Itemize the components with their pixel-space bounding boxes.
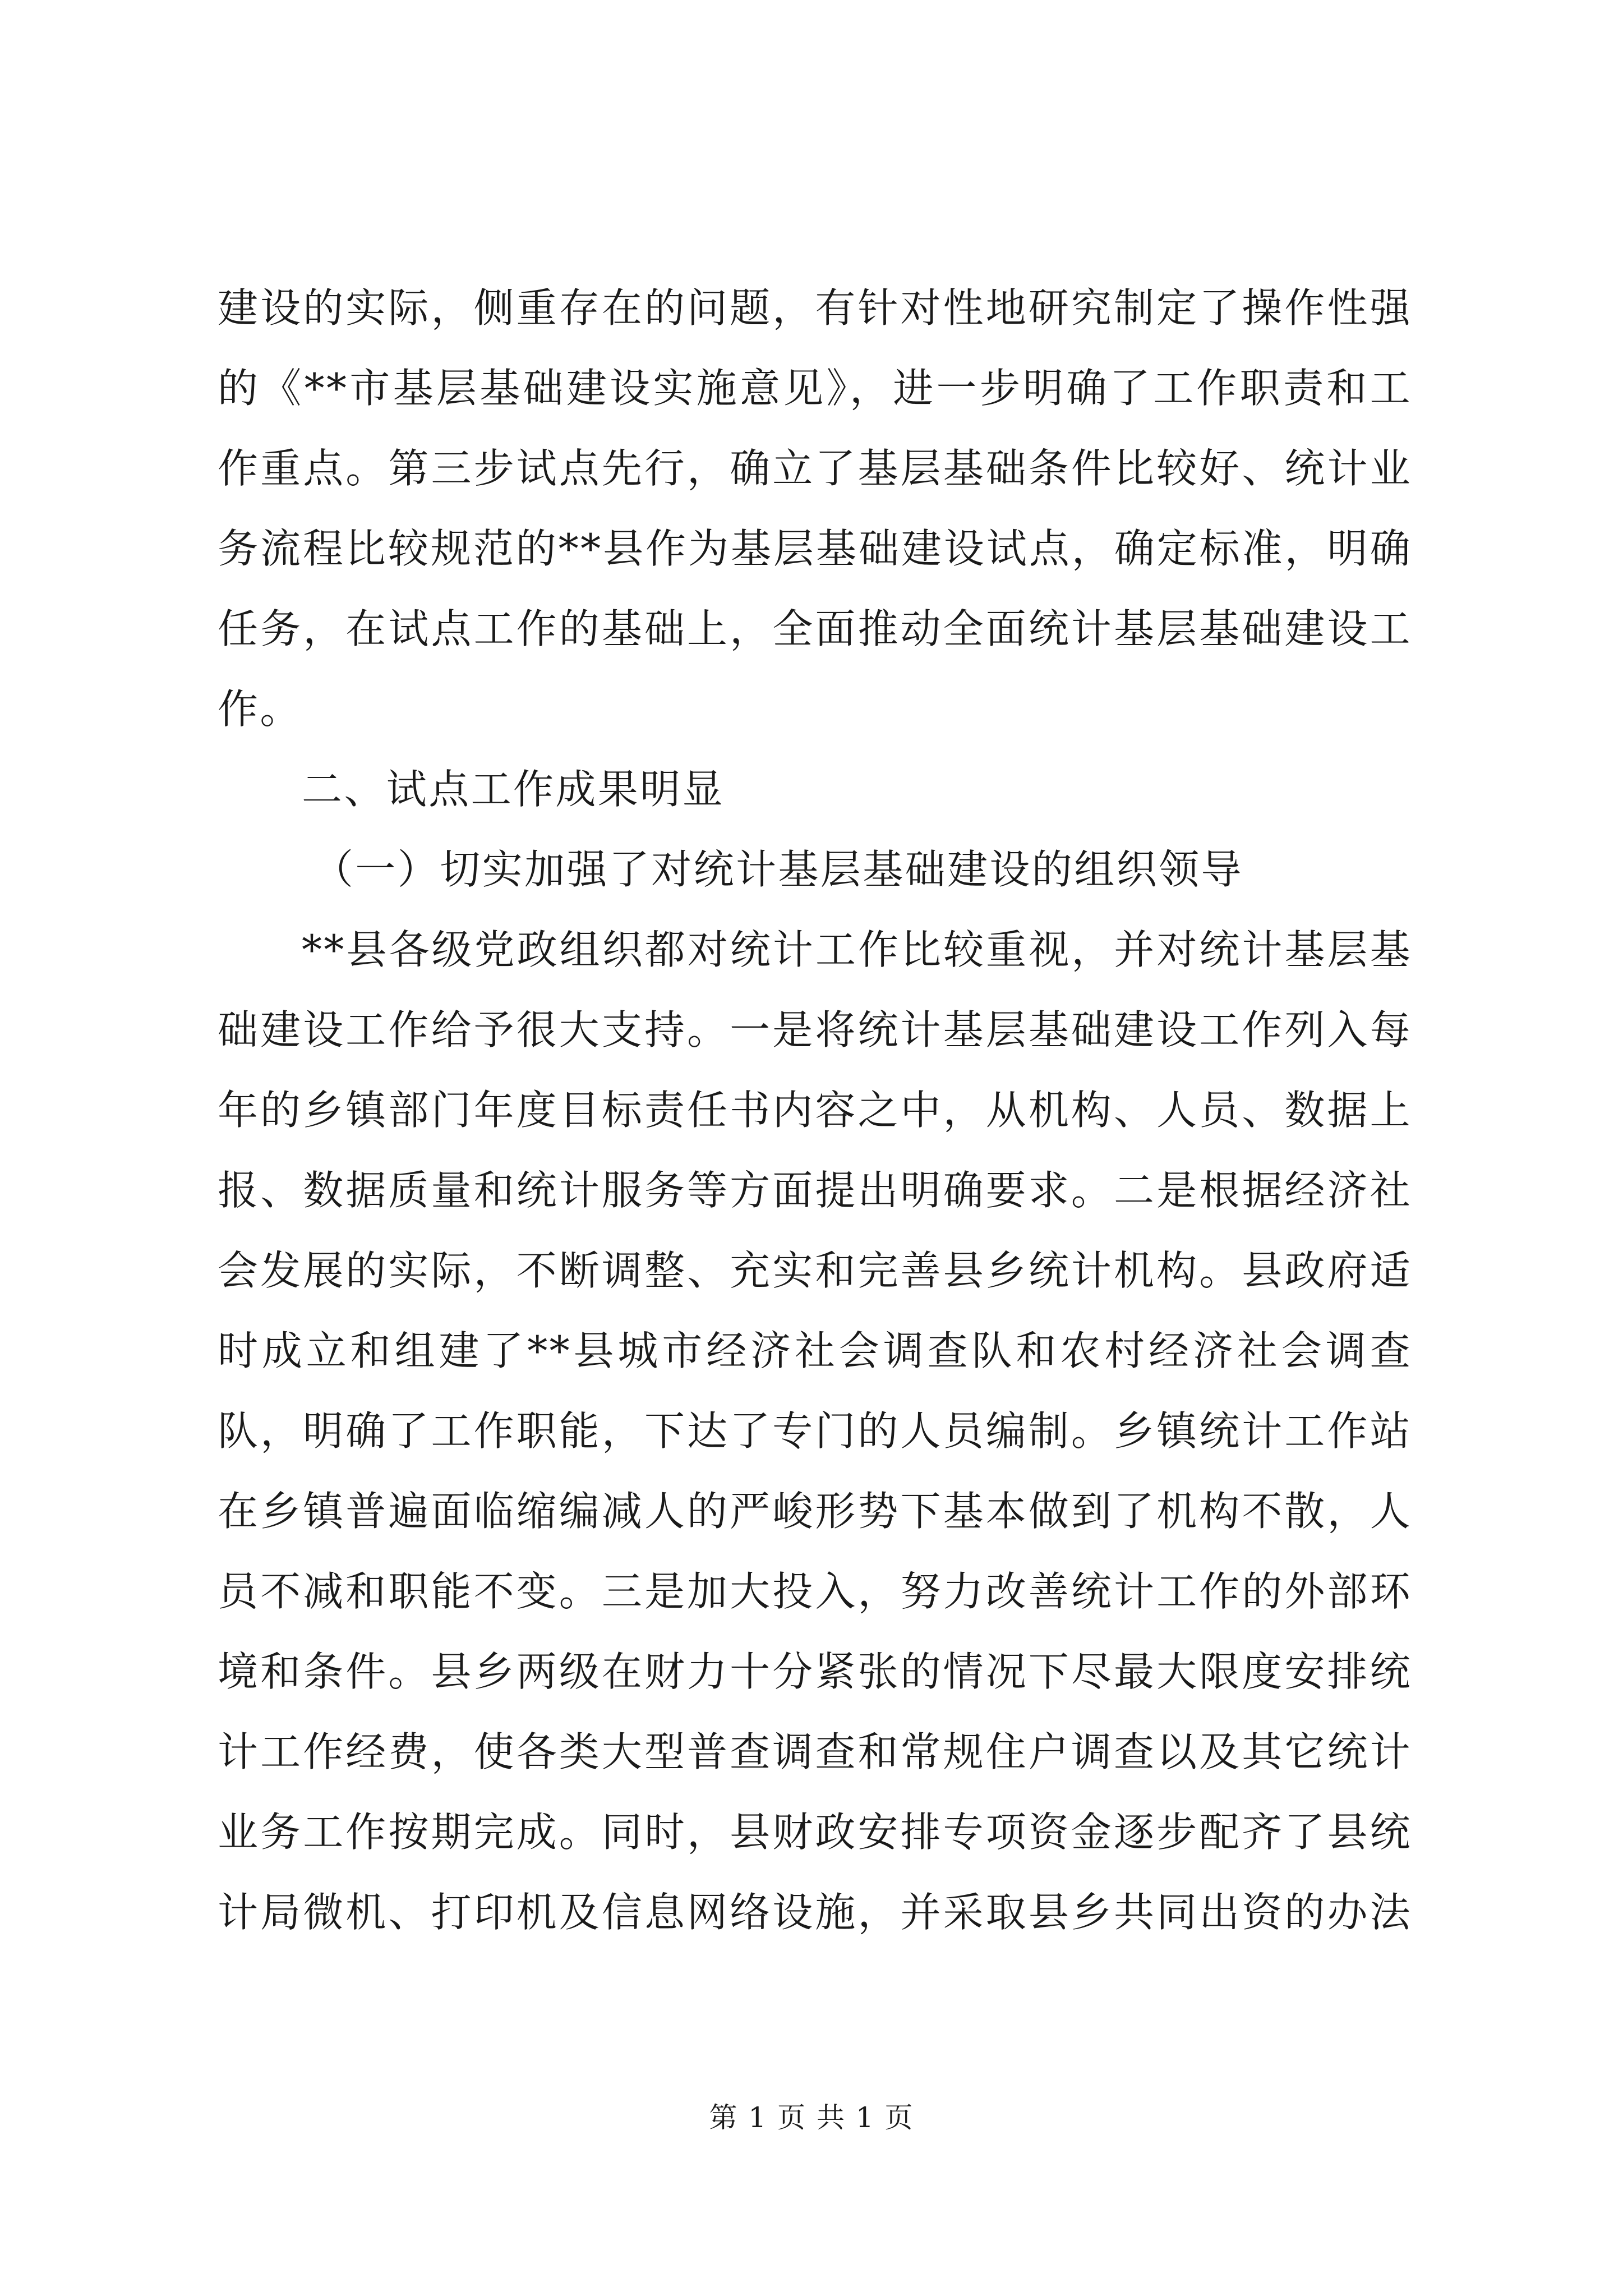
paragraph-line: 计局微机、打印机及信息网络设施，并采取县乡共同出资的办法 bbox=[218, 1889, 1412, 1936]
paragraph-line: 的《**市基层基础建设实施意见》，进一步明确了工作职责和工 bbox=[218, 365, 1412, 412]
paragraph-line: 年的乡镇部门年度目标责任书内容之中，从机构、人员、数据上 bbox=[218, 1087, 1412, 1134]
paragraph-line: 建设的实际，侧重存在的问题，有针对性地研究制定了操作性强 bbox=[218, 284, 1412, 332]
paragraph-line: 队，明确了工作职能，下达了专门的人员编制。乡镇统计工作站 bbox=[218, 1407, 1412, 1455]
paragraph-line: 计工作经费，使各类大型普查调查和常规住户调查以及其它统计 bbox=[218, 1728, 1412, 1775]
section-heading: 二、试点工作成果明显 bbox=[302, 766, 725, 813]
document-body bbox=[218, 268, 1412, 1953]
paragraph-line: 作。 bbox=[218, 685, 302, 733]
paragraph-line: 任务，在试点工作的基础上，全面推动全面统计基层基础建设工 bbox=[218, 605, 1412, 652]
page-number-footer: 第 1 页 共 1 页 bbox=[709, 2101, 914, 2134]
paragraph-line: 员不减和职能不变。三是加大投入，努力改善统计工作的外部环 bbox=[218, 1568, 1412, 1615]
paragraph-line: 时成立和组建了**县城市经济社会调查队和农村经济社会调查 bbox=[218, 1327, 1412, 1374]
paragraph-line: 作重点。第三步试点先行，确立了基层基础条件比较好、统计业 bbox=[218, 445, 1412, 492]
paragraph-line: 础建设工作给予很大支持。一是将统计基层基础建设工作列入每 bbox=[218, 1006, 1412, 1053]
paragraph-line: 务流程比较规范的**县作为基层基础建设试点，确定标准，明确 bbox=[218, 525, 1412, 572]
sub-heading: （一）切实加强了对统计基层基础建设的组织领导 bbox=[313, 846, 1243, 893]
paragraph-line: 会发展的实际，不断调整、充实和完善县乡统计机构。县政府适 bbox=[218, 1247, 1412, 1294]
paragraph-line: 在乡镇普遍面临缩编减人的严峻形势下基本做到了机构不散，人 bbox=[218, 1488, 1412, 1535]
paragraph-line: 业务工作按期完成。同时，县财政安排专项资金逐步配齐了县统 bbox=[218, 1809, 1412, 1856]
paragraph-line: **县各级党政组织都对统计工作比较重视，并对统计基层基 bbox=[302, 926, 1412, 973]
paragraph-line: 境和条件。县乡两级在财力十分紧张的情况下尽最大限度安排统 bbox=[218, 1648, 1412, 1695]
paragraph-line: 报、数据质量和统计服务等方面提出明确要求。二是根据经济社 bbox=[218, 1167, 1412, 1214]
